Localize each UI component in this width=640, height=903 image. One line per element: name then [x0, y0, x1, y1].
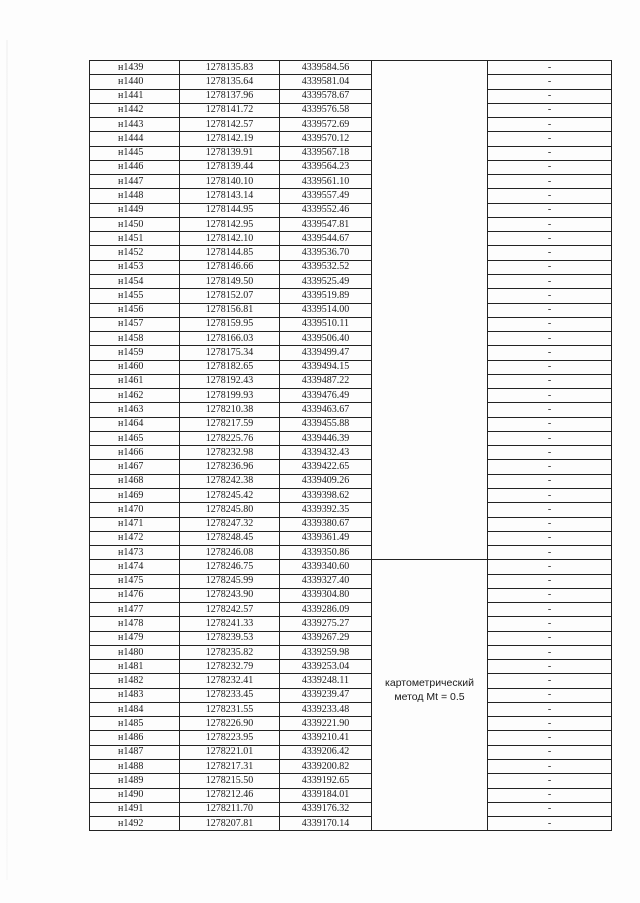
- table-row: [90, 403, 612, 417]
- dash-cell: -: [488, 360, 612, 374]
- dash-cell: -: [488, 189, 612, 203]
- dash-cell: -: [488, 645, 612, 659]
- dash-cell: -: [488, 232, 612, 246]
- table-row: [90, 217, 612, 231]
- x-coordinate-cell: 1278243.90: [180, 588, 280, 602]
- point-id-cell: н1475: [90, 574, 180, 588]
- point-id-cell: н1450: [90, 217, 180, 231]
- table-row: [90, 488, 612, 502]
- point-id-cell: н1482: [90, 674, 180, 688]
- x-coordinate-cell: 1278175.34: [180, 346, 280, 360]
- table-row: [90, 61, 612, 75]
- table-row: [90, 132, 612, 146]
- x-coordinate-cell: 1278135.64: [180, 75, 280, 89]
- point-id-cell: н1480: [90, 645, 180, 659]
- table-row: [90, 203, 612, 217]
- dash-cell: -: [488, 317, 612, 331]
- table-row: [90, 617, 612, 631]
- table-row: [90, 503, 612, 517]
- table-row: [90, 232, 612, 246]
- method-cell-empty: [372, 61, 488, 560]
- dash-cell: -: [488, 474, 612, 488]
- dash-cell: -: [488, 389, 612, 403]
- y-coordinate-cell: 4339581.04: [280, 75, 372, 89]
- table-row: [90, 802, 612, 816]
- x-coordinate-cell: 1278182.65: [180, 360, 280, 374]
- y-coordinate-cell: 4339463.67: [280, 403, 372, 417]
- y-coordinate-cell: 4339253.04: [280, 660, 372, 674]
- point-id-cell: н1479: [90, 631, 180, 645]
- dash-cell: -: [488, 374, 612, 388]
- table-row: [90, 546, 612, 560]
- table-row: [90, 374, 612, 388]
- point-id-cell: н1458: [90, 332, 180, 346]
- y-coordinate-cell: 4339567.18: [280, 146, 372, 160]
- table-row: [90, 160, 612, 174]
- point-id-cell: н1484: [90, 702, 180, 716]
- point-id-cell: н1449: [90, 203, 180, 217]
- y-coordinate-cell: 4339572.69: [280, 118, 372, 132]
- point-id-cell: н1490: [90, 788, 180, 802]
- table-row: [90, 717, 612, 731]
- table-row: [90, 417, 612, 431]
- point-id-cell: н1446: [90, 160, 180, 174]
- y-coordinate-cell: 4339327.40: [280, 574, 372, 588]
- table-row: [90, 474, 612, 488]
- y-coordinate-cell: 4339422.65: [280, 460, 372, 474]
- dash-cell: -: [488, 203, 612, 217]
- y-coordinate-cell: 4339476.49: [280, 389, 372, 403]
- y-coordinate-cell: 4339248.11: [280, 674, 372, 688]
- table-row: [90, 688, 612, 702]
- y-coordinate-cell: 4339206.42: [280, 745, 372, 759]
- dash-cell: -: [488, 574, 612, 588]
- x-coordinate-cell: 1278245.42: [180, 488, 280, 502]
- x-coordinate-cell: 1278141.72: [180, 103, 280, 117]
- method-label-line2: метод Mt = 0.5: [394, 691, 465, 704]
- x-coordinate-cell: 1278211.70: [180, 802, 280, 816]
- dash-cell: -: [488, 403, 612, 417]
- dash-cell: -: [488, 531, 612, 545]
- point-id-cell: н1442: [90, 103, 180, 117]
- y-coordinate-cell: 4339380.67: [280, 517, 372, 531]
- x-coordinate-cell: 1278226.90: [180, 717, 280, 731]
- point-id-cell: н1473: [90, 546, 180, 560]
- y-coordinate-cell: 4339547.81: [280, 217, 372, 231]
- x-coordinate-cell: 1278239.53: [180, 631, 280, 645]
- y-coordinate-cell: 4339570.12: [280, 132, 372, 146]
- dash-cell: -: [488, 332, 612, 346]
- x-coordinate-cell: 1278192.43: [180, 374, 280, 388]
- y-coordinate-cell: 4339340.60: [280, 560, 372, 574]
- dash-cell: -: [488, 517, 612, 531]
- point-id-cell: н1471: [90, 517, 180, 531]
- x-coordinate-cell: 1278242.38: [180, 474, 280, 488]
- point-id-cell: н1481: [90, 660, 180, 674]
- y-coordinate-cell: 4339519.89: [280, 289, 372, 303]
- point-id-cell: н1483: [90, 688, 180, 702]
- table-row: [90, 118, 612, 132]
- table-row: [90, 146, 612, 160]
- y-coordinate-cell: 4339494.15: [280, 360, 372, 374]
- y-coordinate-cell: 4339392.35: [280, 503, 372, 517]
- dash-cell: -: [488, 745, 612, 759]
- dash-cell: -: [488, 702, 612, 716]
- point-id-cell: н1485: [90, 717, 180, 731]
- y-coordinate-cell: 4339499.47: [280, 346, 372, 360]
- x-coordinate-cell: 1278232.98: [180, 446, 280, 460]
- y-coordinate-cell: 4339170.14: [280, 817, 372, 831]
- point-id-cell: н1467: [90, 460, 180, 474]
- y-coordinate-cell: 4339544.67: [280, 232, 372, 246]
- y-coordinate-cell: 4339564.23: [280, 160, 372, 174]
- dash-cell: -: [488, 460, 612, 474]
- dash-cell: -: [488, 560, 612, 574]
- table-row: [90, 332, 612, 346]
- y-coordinate-cell: 4339552.46: [280, 203, 372, 217]
- table-row: [90, 745, 612, 759]
- table-row: [90, 760, 612, 774]
- point-id-cell: н1440: [90, 75, 180, 89]
- dash-cell: -: [488, 61, 612, 75]
- dash-cell: -: [488, 817, 612, 831]
- table-row: [90, 588, 612, 602]
- point-id-cell: н1477: [90, 603, 180, 617]
- x-coordinate-cell: 1278236.96: [180, 460, 280, 474]
- table-row: [90, 274, 612, 288]
- dash-cell: -: [488, 774, 612, 788]
- dash-cell: -: [488, 588, 612, 602]
- table-row: [90, 603, 612, 617]
- x-coordinate-cell: 1278137.96: [180, 89, 280, 103]
- x-coordinate-cell: 1278223.95: [180, 731, 280, 745]
- point-id-cell: н1474: [90, 560, 180, 574]
- table-row: [90, 75, 612, 89]
- x-coordinate-cell: 1278142.10: [180, 232, 280, 246]
- dash-cell: -: [488, 346, 612, 360]
- x-coordinate-cell: 1278247.32: [180, 517, 280, 531]
- table-row: [90, 103, 612, 117]
- point-id-cell: н1447: [90, 175, 180, 189]
- dash-cell: -: [488, 246, 612, 260]
- y-coordinate-cell: 4339210.41: [280, 731, 372, 745]
- dash-cell: -: [488, 503, 612, 517]
- dash-cell: -: [488, 546, 612, 560]
- table-row: [90, 731, 612, 745]
- dash-cell: -: [488, 303, 612, 317]
- y-coordinate-cell: 4339432.43: [280, 446, 372, 460]
- table-row: [90, 531, 612, 545]
- x-coordinate-cell: 1278159.95: [180, 317, 280, 331]
- x-coordinate-cell: 1278242.57: [180, 603, 280, 617]
- y-coordinate-cell: 4339275.27: [280, 617, 372, 631]
- y-coordinate-cell: 4339525.49: [280, 274, 372, 288]
- dash-cell: -: [488, 488, 612, 502]
- table-row: [90, 788, 612, 802]
- point-id-cell: н1468: [90, 474, 180, 488]
- table-row: [90, 346, 612, 360]
- point-id-cell: н1453: [90, 260, 180, 274]
- point-id-cell: н1461: [90, 374, 180, 388]
- y-coordinate-cell: 4339446.39: [280, 431, 372, 445]
- dash-cell: -: [488, 731, 612, 745]
- y-coordinate-cell: 4339259.98: [280, 645, 372, 659]
- y-coordinate-cell: 4339487.22: [280, 374, 372, 388]
- y-coordinate-cell: 4339576.58: [280, 103, 372, 117]
- x-coordinate-cell: 1278149.50: [180, 274, 280, 288]
- point-id-cell: н1454: [90, 274, 180, 288]
- dash-cell: -: [488, 717, 612, 731]
- table-row: [90, 175, 612, 189]
- point-id-cell: н1478: [90, 617, 180, 631]
- x-coordinate-cell: 1278248.45: [180, 531, 280, 545]
- method-spacer: [372, 560, 487, 676]
- dash-cell: -: [488, 75, 612, 89]
- table-row: [90, 674, 612, 688]
- coordinates-table: [89, 60, 612, 831]
- x-coordinate-cell: 1278225.76: [180, 431, 280, 445]
- point-id-cell: н1448: [90, 189, 180, 203]
- dash-cell: -: [488, 802, 612, 816]
- y-coordinate-cell: 4339510.11: [280, 317, 372, 331]
- x-coordinate-cell: 1278207.81: [180, 817, 280, 831]
- table-row: [90, 89, 612, 103]
- table-row: [90, 645, 612, 659]
- point-id-cell: н1466: [90, 446, 180, 460]
- point-id-cell: н1443: [90, 118, 180, 132]
- table-row: [90, 303, 612, 317]
- y-coordinate-cell: 4339409.26: [280, 474, 372, 488]
- dash-cell: -: [488, 260, 612, 274]
- dash-cell: -: [488, 688, 612, 702]
- scan-edge-shadow: [6, 40, 8, 880]
- y-coordinate-cell: 4339239.47: [280, 688, 372, 702]
- x-coordinate-cell: 1278135.83: [180, 61, 280, 75]
- x-coordinate-cell: 1278139.91: [180, 146, 280, 160]
- x-coordinate-cell: 1278215.50: [180, 774, 280, 788]
- point-id-cell: н1469: [90, 488, 180, 502]
- x-coordinate-cell: 1278232.41: [180, 674, 280, 688]
- x-coordinate-cell: 1278233.45: [180, 688, 280, 702]
- dash-cell: -: [488, 146, 612, 160]
- dash-cell: -: [488, 118, 612, 132]
- table-row: [90, 517, 612, 531]
- y-coordinate-cell: 4339304.80: [280, 588, 372, 602]
- point-id-cell: н1470: [90, 503, 180, 517]
- x-coordinate-cell: 1278210.38: [180, 403, 280, 417]
- dash-cell: -: [488, 160, 612, 174]
- x-coordinate-cell: 1278217.31: [180, 760, 280, 774]
- x-coordinate-cell: 1278139.44: [180, 160, 280, 174]
- y-coordinate-cell: 4339584.56: [280, 61, 372, 75]
- y-coordinate-cell: 4339455.88: [280, 417, 372, 431]
- x-coordinate-cell: 1278146.66: [180, 260, 280, 274]
- dash-cell: -: [488, 103, 612, 117]
- x-coordinate-cell: 1278152.07: [180, 289, 280, 303]
- point-id-cell: н1455: [90, 289, 180, 303]
- x-coordinate-cell: 1278212.46: [180, 788, 280, 802]
- y-coordinate-cell: 4339184.01: [280, 788, 372, 802]
- y-coordinate-cell: 4339192.65: [280, 774, 372, 788]
- table-row: [90, 774, 612, 788]
- table-row: [90, 431, 612, 445]
- x-coordinate-cell: 1278199.93: [180, 389, 280, 403]
- point-id-cell: н1441: [90, 89, 180, 103]
- point-id-cell: н1487: [90, 745, 180, 759]
- dash-cell: -: [488, 431, 612, 445]
- dash-cell: -: [488, 274, 612, 288]
- table-row: [90, 389, 612, 403]
- x-coordinate-cell: 1278142.19: [180, 132, 280, 146]
- method-label-line1: картометрический: [385, 677, 474, 690]
- table-row: [90, 817, 612, 831]
- x-coordinate-cell: 1278140.10: [180, 175, 280, 189]
- x-coordinate-cell: 1278246.08: [180, 546, 280, 560]
- point-id-cell: н1476: [90, 588, 180, 602]
- dash-cell: -: [488, 674, 612, 688]
- x-coordinate-cell: 1278235.82: [180, 645, 280, 659]
- table-row: [90, 446, 612, 460]
- x-coordinate-cell: 1278144.95: [180, 203, 280, 217]
- dash-cell: -: [488, 617, 612, 631]
- y-coordinate-cell: 4339578.67: [280, 89, 372, 103]
- x-coordinate-cell: 1278241.33: [180, 617, 280, 631]
- dash-cell: -: [488, 446, 612, 460]
- x-coordinate-cell: 1278156.81: [180, 303, 280, 317]
- point-id-cell: н1462: [90, 389, 180, 403]
- x-coordinate-cell: 1278245.99: [180, 574, 280, 588]
- table-row: [90, 260, 612, 274]
- x-coordinate-cell: 1278142.57: [180, 118, 280, 132]
- y-coordinate-cell: 4339557.49: [280, 189, 372, 203]
- y-coordinate-cell: 4339398.62: [280, 488, 372, 502]
- table-row: [90, 317, 612, 331]
- dash-cell: -: [488, 788, 612, 802]
- y-coordinate-cell: 4339286.09: [280, 603, 372, 617]
- coordinates-table-body: [90, 61, 612, 831]
- point-id-cell: н1489: [90, 774, 180, 788]
- y-coordinate-cell: 4339361.49: [280, 531, 372, 545]
- x-coordinate-cell: 1278142.95: [180, 217, 280, 231]
- y-coordinate-cell: 4339176.32: [280, 802, 372, 816]
- point-id-cell: н1463: [90, 403, 180, 417]
- y-coordinate-cell: 4339221.90: [280, 717, 372, 731]
- x-coordinate-cell: 1278143.14: [180, 189, 280, 203]
- dash-cell: -: [488, 760, 612, 774]
- y-coordinate-cell: 4339536.70: [280, 246, 372, 260]
- point-id-cell: н1459: [90, 346, 180, 360]
- y-coordinate-cell: 4339267.29: [280, 631, 372, 645]
- table-row: [90, 660, 612, 674]
- x-coordinate-cell: 1278245.80: [180, 503, 280, 517]
- table-row: [90, 574, 612, 588]
- y-coordinate-cell: 4339233.48: [280, 702, 372, 716]
- point-id-cell: н1451: [90, 232, 180, 246]
- dash-cell: -: [488, 417, 612, 431]
- point-id-cell: н1472: [90, 531, 180, 545]
- table-row: [90, 246, 612, 260]
- point-id-cell: н1452: [90, 246, 180, 260]
- point-id-cell: н1492: [90, 817, 180, 831]
- y-coordinate-cell: 4339506.40: [280, 332, 372, 346]
- dash-cell: -: [488, 289, 612, 303]
- dash-cell: -: [488, 89, 612, 103]
- y-coordinate-cell: 4339350.86: [280, 546, 372, 560]
- table-row: [90, 289, 612, 303]
- dash-cell: -: [488, 132, 612, 146]
- point-id-cell: н1460: [90, 360, 180, 374]
- x-coordinate-cell: 1278217.59: [180, 417, 280, 431]
- table-row: [90, 702, 612, 716]
- table-row: [90, 460, 612, 474]
- method-cell: [372, 560, 488, 831]
- dash-cell: -: [488, 603, 612, 617]
- y-coordinate-cell: 4339532.52: [280, 260, 372, 274]
- point-id-cell: н1457: [90, 317, 180, 331]
- dash-cell: -: [488, 631, 612, 645]
- y-coordinate-cell: 4339200.82: [280, 760, 372, 774]
- dash-cell: -: [488, 217, 612, 231]
- point-id-cell: н1464: [90, 417, 180, 431]
- y-coordinate-cell: 4339514.00: [280, 303, 372, 317]
- table-row: [90, 631, 612, 645]
- table-row: [90, 360, 612, 374]
- y-coordinate-cell: 4339561.10: [280, 175, 372, 189]
- point-id-cell: н1444: [90, 132, 180, 146]
- dash-cell: -: [488, 175, 612, 189]
- point-id-cell: н1465: [90, 431, 180, 445]
- table-row: [90, 560, 612, 574]
- x-coordinate-cell: 1278221.01: [180, 745, 280, 759]
- table-row: [90, 189, 612, 203]
- point-id-cell: н1486: [90, 731, 180, 745]
- point-id-cell: н1488: [90, 760, 180, 774]
- point-id-cell: н1491: [90, 802, 180, 816]
- x-coordinate-cell: 1278231.55: [180, 702, 280, 716]
- x-coordinate-cell: 1278246.75: [180, 560, 280, 574]
- point-id-cell: н1439: [90, 61, 180, 75]
- x-coordinate-cell: 1278166.03: [180, 332, 280, 346]
- point-id-cell: н1456: [90, 303, 180, 317]
- x-coordinate-cell: 1278144.85: [180, 246, 280, 260]
- x-coordinate-cell: 1278232.79: [180, 660, 280, 674]
- point-id-cell: н1445: [90, 146, 180, 160]
- dash-cell: -: [488, 660, 612, 674]
